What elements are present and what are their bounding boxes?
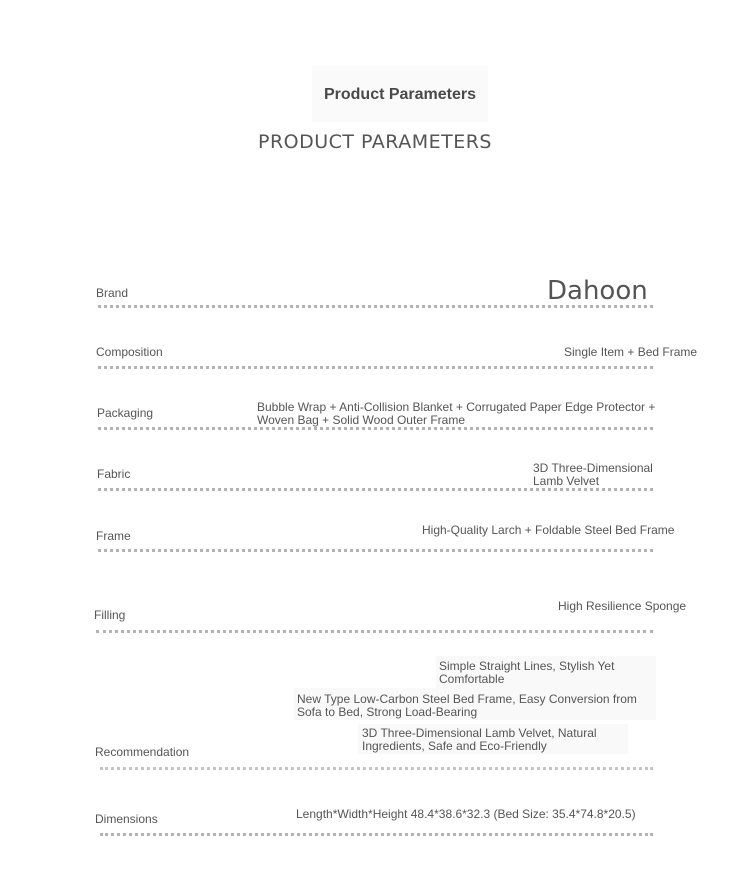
recommendation-divider	[100, 767, 653, 770]
title-box	[312, 66, 488, 122]
page-title: Product Parameters	[323, 86, 477, 103]
fabric-value: 3D Three-Dimensional Lamb Velvet	[533, 461, 653, 488]
recommendation-point-2: New Type Low-Carbon Steel Bed Frame, Easy Conversion from Sofa to Bed, Strong Load-Bearing	[297, 692, 637, 719]
frame-label: Frame	[96, 529, 131, 543]
recommendation-point-1: Simple Straight Lines, Stylish Yet Comfortable	[439, 659, 615, 686]
brand-value: Dahoon	[547, 276, 648, 306]
dimensions-label: Dimensions	[95, 812, 158, 826]
composition-value: Single Item + Bed Frame	[564, 345, 698, 359]
dimensions-value: Length*Width*Height 48.4*38.6*32.3 (Bed Size: 35.4*74.8*20.5)	[296, 807, 636, 821]
frame-value: High-Quality Larch + Foldable Steel Bed Frame	[422, 523, 675, 537]
filling-label: Filling	[94, 608, 126, 622]
composition-divider	[98, 366, 653, 369]
dimensions-divider	[100, 833, 653, 836]
fabric-label: Fabric	[97, 467, 131, 481]
composition-label: Composition	[96, 345, 163, 359]
packaging-value: Bubble Wrap + Anti-Collision Blanket + Corrugated Paper Edge Protector + Woven Bag + Solid Wood Outer Frame	[257, 400, 656, 427]
page-subtitle: PRODUCT PARAMETERS	[257, 131, 492, 153]
brand-label: Brand	[96, 286, 129, 300]
fabric-divider	[98, 488, 653, 491]
recommendation-label: Recommendation	[95, 745, 190, 759]
frame-divider	[98, 549, 653, 552]
recommendation-point-3: 3D Three-Dimensional Lamb Velvet, Natural Ingredients, Safe and Eco-Friendly	[362, 726, 597, 753]
packaging-label: Packaging	[97, 406, 154, 420]
packaging-divider	[98, 427, 653, 430]
brand-divider	[98, 305, 653, 308]
filling-value: High Resilience Sponge	[558, 599, 687, 613]
filling-divider	[96, 630, 653, 633]
